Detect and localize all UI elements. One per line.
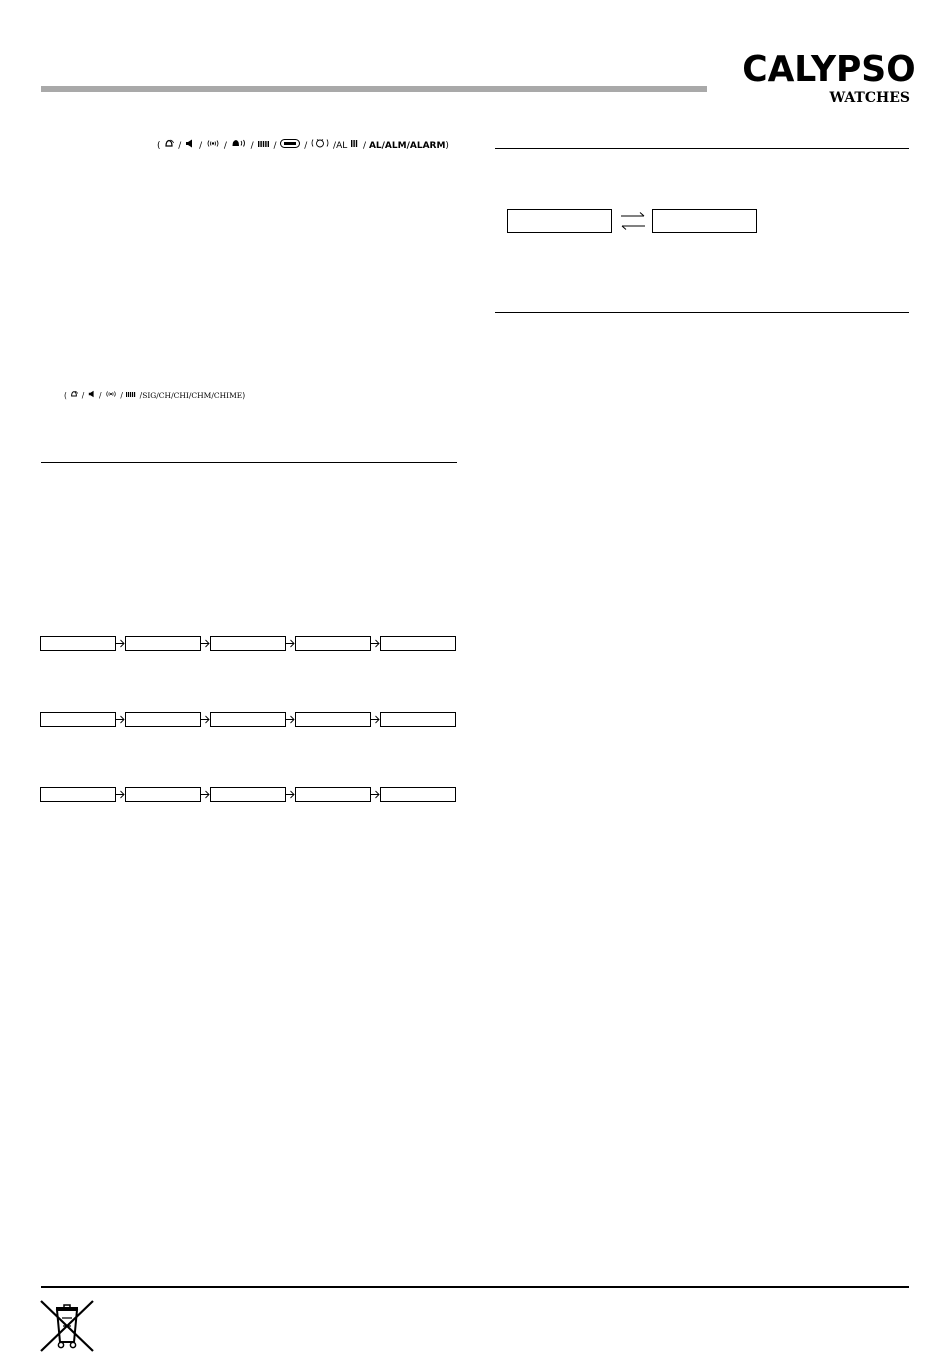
section-divider-right-1	[495, 148, 909, 149]
sequence-step	[380, 636, 456, 651]
legend-sep: /	[250, 141, 254, 151]
bell-icon	[70, 390, 78, 400]
right-arrow-icon	[286, 636, 295, 651]
right-arrow-icon	[201, 712, 210, 727]
sequence-step	[210, 636, 286, 651]
bars-icon	[351, 139, 359, 151]
footer-divider	[41, 1286, 909, 1288]
sequence-step	[40, 636, 116, 651]
right-arrow-icon	[201, 636, 210, 651]
toggle-box-b	[652, 209, 757, 233]
alarm-icon-legend	[157, 138, 449, 151]
right-arrow-icon	[371, 787, 380, 802]
alarm-box-icon	[280, 139, 300, 151]
legend-alarm-text: AL/ALM/ALARM	[368, 141, 446, 151]
right-arrow-icon	[116, 636, 125, 651]
legend-close-paren: )	[242, 391, 246, 400]
legend-chime-text: SIG/CH/CHI/CHM/CHIME	[142, 391, 243, 400]
legend-sep: /	[223, 141, 227, 151]
brand-name: CALYPSO	[742, 49, 916, 90]
bell-sound-icon	[231, 138, 247, 151]
sequence-step	[210, 712, 286, 727]
legend-sep: /	[333, 141, 337, 151]
bars-icon	[126, 391, 136, 400]
section-divider-right-2	[495, 312, 909, 313]
sequence-step	[125, 712, 201, 727]
sequence-step	[295, 787, 371, 802]
brand-logo	[735, 49, 916, 106]
legend-sep: /	[81, 391, 85, 400]
section-divider-left	[41, 462, 457, 463]
sequence-row-2	[40, 712, 457, 730]
bars-icon	[258, 140, 270, 151]
legend-sep: /	[99, 391, 102, 400]
speaker-icon	[88, 390, 96, 400]
sequence-step	[40, 787, 116, 802]
legend-close-paren: )	[445, 141, 449, 151]
legend-sep: /	[199, 141, 203, 151]
right-arrow-icon	[116, 712, 125, 727]
legend-sep: /	[273, 141, 277, 151]
right-arrow-icon	[201, 787, 210, 802]
sequence-step	[40, 712, 116, 727]
sequence-row-1	[40, 636, 457, 654]
alarm-clock-icon	[311, 138, 329, 151]
right-arrow-icon	[116, 787, 125, 802]
legend-sep: /	[139, 391, 143, 400]
sequence-step	[295, 636, 371, 651]
sequence-row-3	[40, 787, 457, 805]
speaker-icon	[185, 139, 195, 151]
right-arrow-icon	[371, 636, 380, 651]
toggle-box-a	[507, 209, 612, 233]
header-bar	[41, 86, 707, 92]
right-arrow-icon	[286, 712, 295, 727]
brand-sub: WATCHES	[829, 90, 910, 106]
sequence-step	[380, 787, 456, 802]
legend-open-paren: (	[64, 391, 67, 400]
legend-text-al: AL	[336, 141, 348, 151]
bell-icon	[164, 139, 174, 151]
sound-wave-icon	[206, 139, 220, 151]
swap-arrows-icon	[619, 207, 647, 235]
legend-open-paren: (	[157, 141, 161, 151]
sound-wave-icon	[105, 390, 117, 400]
legend-sep: /	[363, 141, 367, 151]
sequence-step	[125, 636, 201, 651]
chime-icon-legend	[64, 390, 245, 400]
right-arrow-icon	[371, 712, 380, 727]
right-arrow-icon	[286, 787, 295, 802]
sequence-step	[125, 787, 201, 802]
legend-sep: /	[178, 141, 182, 151]
sequence-step	[295, 712, 371, 727]
sequence-step	[210, 787, 286, 802]
legend-sep: /	[304, 141, 308, 151]
crossed-out-wheelie-bin-icon	[38, 1298, 96, 1354]
sequence-step	[380, 712, 456, 727]
legend-sep: /	[120, 391, 123, 400]
